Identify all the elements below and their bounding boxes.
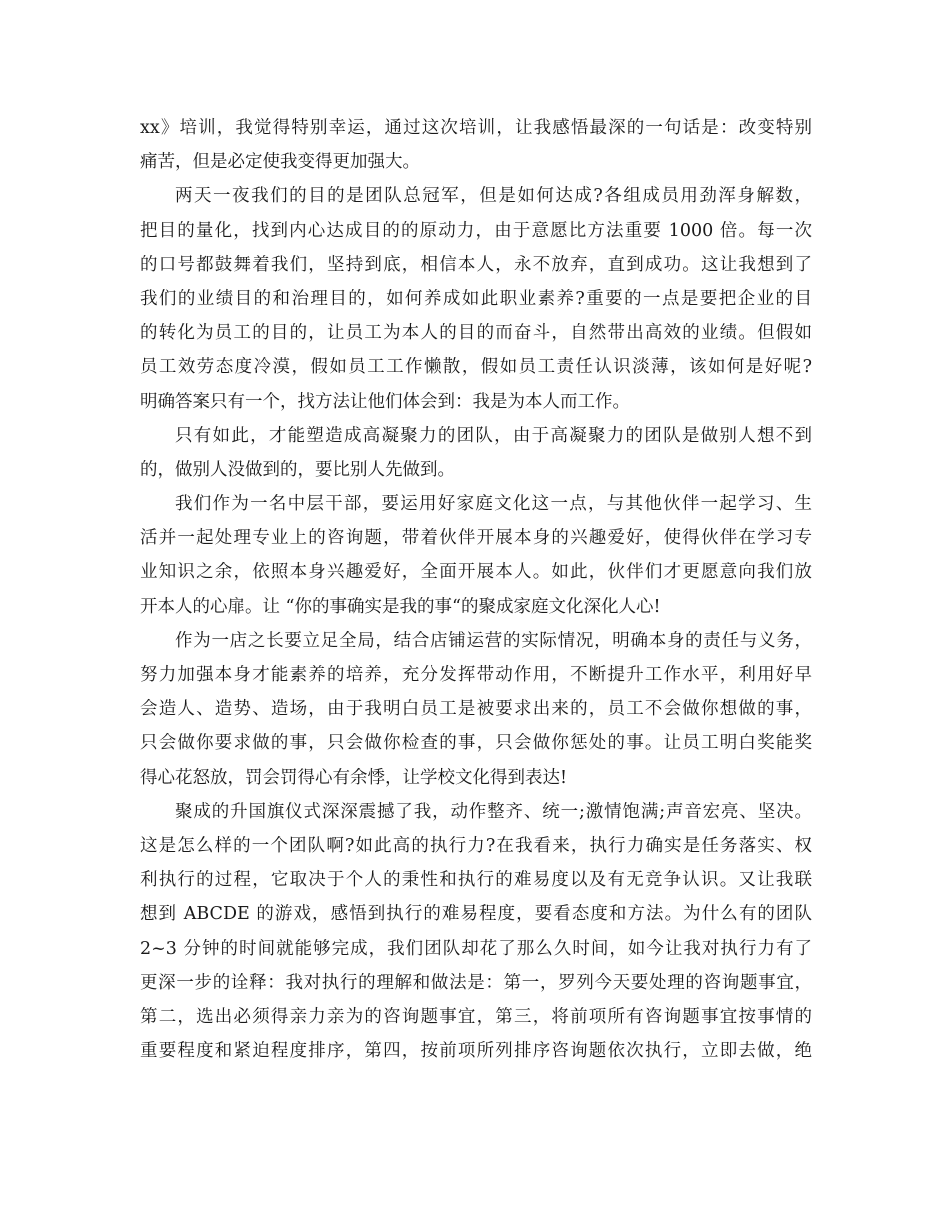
paragraph bbox=[140, 111, 812, 179]
text-line: 2~3 分钟的时间就能够完成，我们团队却花了那么久时间，如今让我对执行力有了 bbox=[140, 938, 812, 959]
text-line: 两天一夜我们的目的是团队总冠军，但是如何达成?各组成员用劲浑身解数， bbox=[175, 186, 812, 207]
text-line: 重要程度和紧迫程度排序，第四，按前项所列排序咨询题依次执行，立即去做，绝 bbox=[140, 1041, 812, 1062]
text-line: 作为一店之长要立足全局，结合店铺运营的实际情况，明确本身的责任与义务， bbox=[175, 630, 812, 651]
text-line: 这是怎么样的一个团队啊?如此高的执行力?在我看来，执行力确实是任务落实、权 bbox=[140, 835, 812, 856]
text-line: 把目的量化，找到内心达成目的的原动力，由于意愿比方法重要 1000 倍。每一次 bbox=[140, 220, 812, 241]
text-line: 活并一起处理专业上的咨询题，带着伙伴开展本身的兴趣爱好，使得伙伴在学习专 bbox=[140, 528, 812, 549]
text-line: 我们作为一名中层干部，要运用好家庭文化这一点，与其他伙伴一起学习、生 bbox=[175, 494, 812, 515]
text-line: 的口号都鼓舞着我们，坚持到底，相信本人，永不放弃，直到成功。这让我想到了 bbox=[140, 254, 812, 275]
document-body bbox=[140, 111, 812, 1068]
text-line: 努力加强本身才能素养的培养，充分发挥带动作用，不断提升工作水平，利用好早 bbox=[140, 665, 812, 685]
paragraph bbox=[140, 795, 812, 1069]
text-line: 的，做别人没做到的，要比别人先做到。 bbox=[140, 459, 455, 480]
text-line: 得心花怒放，罚会罚得心有余悸，让学校文化得到表达! bbox=[140, 767, 568, 788]
text-line: 的转化为员工的目的，让员工为本人的目的而奋斗，自然带出高效的业绩。但假如 bbox=[140, 323, 812, 344]
paragraph bbox=[140, 487, 812, 624]
text-line: 明确答案只有一个，找方法让他们体会到：我是为本人而工作。 bbox=[140, 391, 630, 412]
text-line: 只会做你要求做的事，只会做你检查的事，只会做你惩处的事。让员工明白奖能奖 bbox=[140, 733, 812, 754]
paragraph bbox=[140, 179, 812, 418]
text-line: 业知识之余，依照本身兴趣爱好，全面开展本人。如此，伙伴们才更愿意向我们放 bbox=[140, 562, 812, 583]
text-line: 只有如此，才能塑造成高凝聚力的团队，由于高凝聚力的团队是做别人想不到 bbox=[175, 425, 812, 446]
paragraph bbox=[140, 624, 812, 795]
paragraph bbox=[140, 419, 812, 487]
text-line: 第二，选出必须得亲力亲为的咨询题事宜，第三，将前项所有咨询题事宜按事情的 bbox=[140, 1006, 812, 1027]
text-line: xx》培训，我觉得特别幸运，通过这次培训，让我感悟最深的一句话是：改变特别 bbox=[140, 118, 812, 138]
text-line: 更深一步的诠释：我对执行的理解和做法是：第一，罗列今天要处理的咨询题事宜， bbox=[140, 972, 812, 993]
text-line: 开本人的心扉。让 “你的事确实是我的事“的聚成家庭文化深化人心! bbox=[140, 596, 661, 617]
text-line: 我们的业绩目的和治理目的，如何养成如此职业素养?重要的一点是要把企业的目 bbox=[140, 288, 812, 309]
text-line: 聚成的升国旗仪式深深震撼了我，动作整齐、统一;激情饱满;声音宏亮、坚决。 bbox=[175, 801, 812, 822]
text-line: 痛苦，但是必定使我变得更加强大。 bbox=[140, 152, 420, 173]
text-line: 想到 ABCDE 的游戏，感悟到执行的难易程度，要看态度和方法。为什么有的团队 bbox=[140, 904, 812, 925]
text-line: 员工效劳态度冷漠，假如员工工作懒散，假如员工责任认识淡薄，该如何是好呢? bbox=[140, 357, 812, 378]
text-line: 会造人、造势、造场，由于我明白员工是被要求出来的，员工不会做你想做的事， bbox=[140, 699, 812, 720]
text-line: 利执行的过程，它取决于个人的秉性和执行的难易度以及有无竞争认识。又让我联 bbox=[140, 870, 812, 891]
